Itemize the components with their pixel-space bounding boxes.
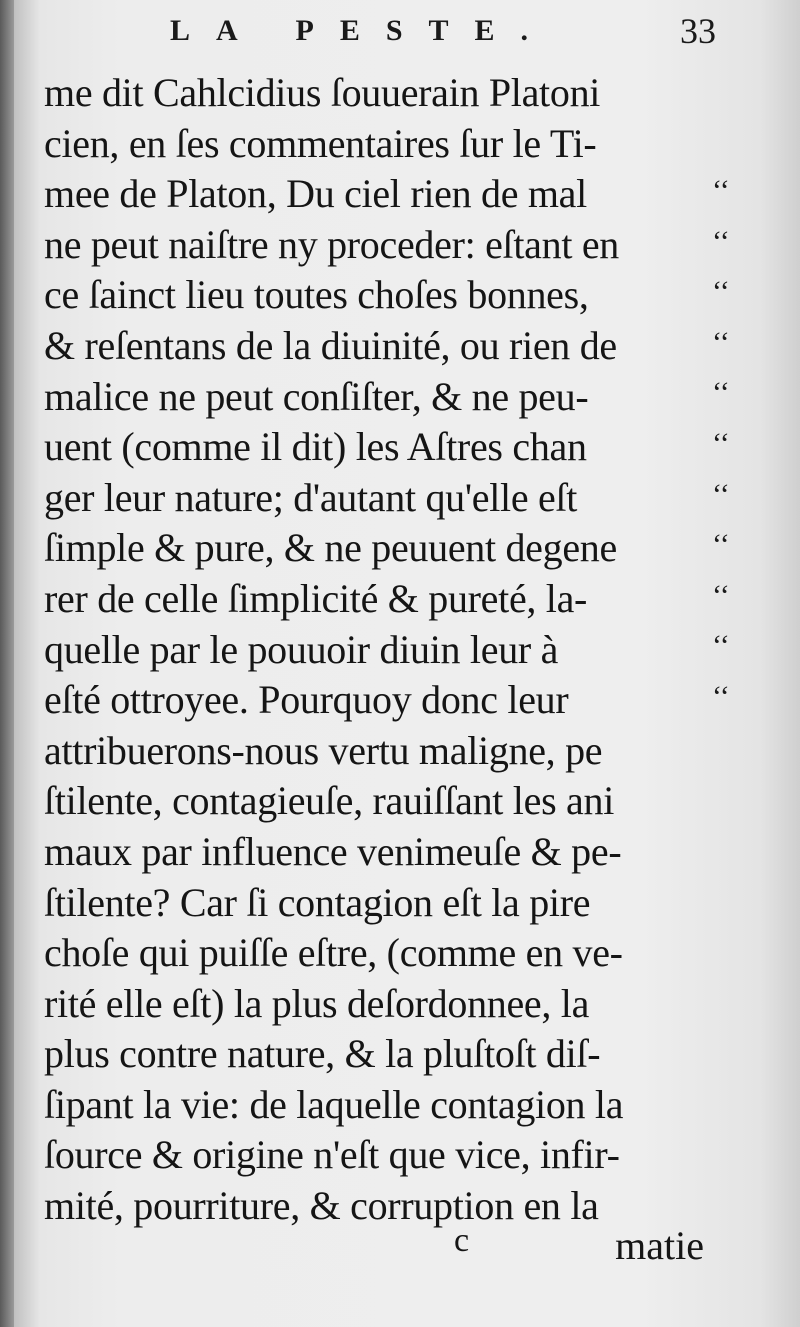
quote-mark: ‘‘	[712, 629, 730, 663]
text-line: ſipant la vie: de laquelle contagion la	[44, 1081, 624, 1127]
text-line: & reſentans de la diuinité, ou rien de	[44, 322, 617, 368]
catchword: matie	[615, 1223, 704, 1268]
text-line: cien, en ſes commentaires ſur le Ti-	[44, 120, 597, 166]
text-line: ſtilente? Car ſi contagion eſt la pire	[44, 879, 591, 925]
text-line: ſimple & pure, & ne peuuent degene	[44, 525, 617, 571]
text-line: quelle par le pouuoir diuin leur à	[44, 626, 559, 672]
quote-mark: ‘‘	[712, 477, 730, 511]
quote-mark: ‘‘	[712, 224, 730, 258]
text-line: eſté ottroyee. Pourquoy donc leur	[44, 677, 569, 723]
quote-mark: ‘‘	[712, 528, 730, 562]
body-text	[44, 68, 704, 1232]
quote-mark: ‘‘	[712, 426, 730, 460]
quote-mark: ‘‘	[712, 325, 730, 359]
text-line: mité, pourriture, & corruption en la	[44, 1183, 599, 1229]
text-line: maux par influence venimeuſe & pe-	[44, 828, 622, 874]
text-line: ſource & origine n'eſt que vice, infir-	[44, 1132, 620, 1178]
text-line: plus contre nature, & la pluſtoſt diſ-	[44, 1031, 601, 1077]
text-line: ne peut naiſtre ny proceder: eſtant en	[44, 221, 620, 267]
text-line: ſtilente, contagieuſe, rauiſſant les ani	[44, 778, 615, 824]
text-line: attribuerons-nous vertu maligne, pe	[44, 727, 603, 773]
text-line: uent (comme il dit) les Aſtres chan	[44, 424, 587, 470]
text-line: choſe qui puiſſe eſtre, (comme en ve-	[44, 930, 623, 976]
text-line: me dit Cahlcidius ſouuerain Platoni	[44, 70, 601, 115]
text-line: ger leur nature; d'autant qu'elle eſt	[44, 474, 578, 520]
quotation-marks-column	[712, 166, 762, 723]
text-line: ce ſainct lieu toutes choſes bonnes,	[44, 272, 589, 318]
signature-mark: c	[454, 1222, 470, 1259]
page-number: 33	[680, 11, 716, 51]
quote-mark: ‘‘	[712, 174, 730, 207]
quote-mark: ‘‘	[712, 578, 730, 612]
text-line: rité elle eſt) la plus deſordonnee, la	[44, 980, 590, 1026]
quote-mark: ‘‘	[712, 275, 730, 309]
text-line: malice ne peut conſiſter, & ne peu-	[44, 373, 589, 419]
text-line: mee de Platon, Du ciel rien de mal	[44, 171, 587, 217]
quote-mark: ‘‘	[712, 679, 730, 713]
text-line: rer de celle ſimplicité & pureté, la-	[44, 575, 588, 621]
running-title: LA PESTE.	[170, 14, 555, 47]
quote-mark: ‘‘	[712, 376, 730, 410]
page-footer	[44, 1222, 704, 1272]
page-gutter	[0, 0, 14, 1327]
